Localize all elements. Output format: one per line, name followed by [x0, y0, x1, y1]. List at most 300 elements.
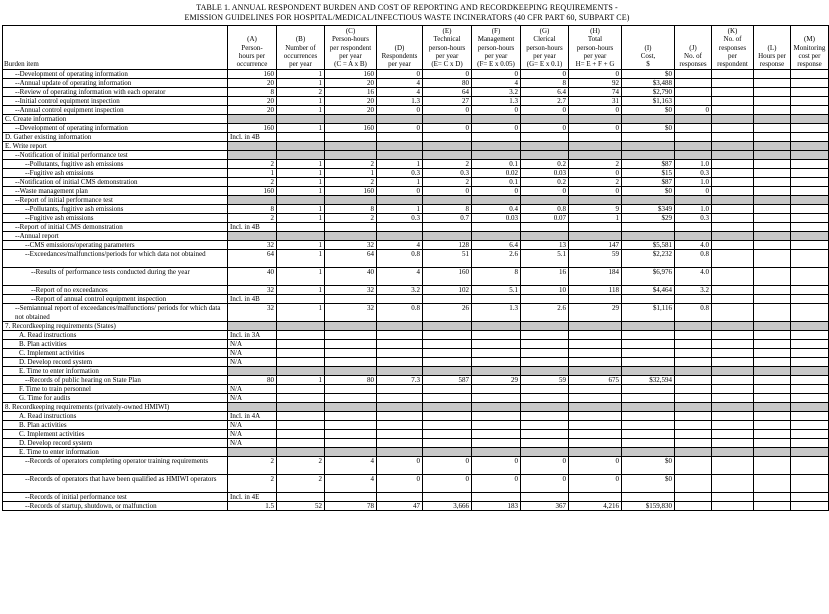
- cell-col-1: N/A: [228, 349, 277, 358]
- cell-col-9: [622, 439, 675, 448]
- burden-item-label: --Records of operators completing operator training requirements: [3, 457, 228, 475]
- shaded-cell: [377, 142, 423, 151]
- burden-item-label: E. Write report: [3, 142, 228, 151]
- cell-col-7: [521, 295, 569, 304]
- cell-col-9: $32,594: [622, 376, 675, 385]
- cell-col-13: [791, 331, 829, 340]
- cell-col-12: [754, 187, 791, 196]
- shaded-cell: [675, 403, 712, 412]
- cell-col-4: [377, 349, 423, 358]
- header-column-7: (G) Clerical person-hours per year (G= E x 0.1): [521, 26, 569, 70]
- table-row: [3, 250, 829, 268]
- cell-col-9: $1,116: [622, 304, 675, 322]
- cell-col-13: [791, 376, 829, 385]
- cell-col-9: $0: [622, 187, 675, 196]
- cell-col-4: 1: [377, 205, 423, 214]
- shaded-cell: [712, 322, 754, 331]
- cell-col-8: 0: [569, 457, 622, 475]
- burden-item-label: --Report of initial performance test: [3, 196, 228, 205]
- cell-col-1: 160: [228, 187, 277, 196]
- cell-col-2: 1: [277, 178, 325, 187]
- cell-col-10: [675, 394, 712, 403]
- cell-col-5: 160: [423, 268, 472, 286]
- cell-col-2: [277, 385, 325, 394]
- cell-col-1: N/A: [228, 421, 277, 430]
- cell-col-10: 1.0: [675, 160, 712, 169]
- cell-col-13: [791, 502, 829, 511]
- cell-col-4: [377, 439, 423, 448]
- cell-col-13: [791, 349, 829, 358]
- cell-col-9: $0: [622, 457, 675, 475]
- cell-col-7: 6.4: [521, 88, 569, 97]
- cell-col-6: [472, 133, 521, 142]
- cell-col-5: [423, 223, 472, 232]
- cell-col-2: 2: [277, 475, 325, 493]
- shaded-cell: [277, 448, 325, 457]
- cell-col-6: [472, 295, 521, 304]
- shaded-cell: [622, 448, 675, 457]
- cell-col-8: [569, 358, 622, 367]
- cell-col-11: [712, 394, 754, 403]
- cell-col-1: N/A: [228, 439, 277, 448]
- header-column-12: (L) Hours per response: [754, 26, 791, 70]
- cell-col-3: [325, 349, 377, 358]
- cell-col-11: [712, 376, 754, 385]
- cell-col-12: [754, 304, 791, 322]
- burden-table: [2, 25, 829, 511]
- cell-col-13: [791, 358, 829, 367]
- shaded-cell: [423, 196, 472, 205]
- cell-col-2: [277, 349, 325, 358]
- burden-item-label: D. Develop record system: [3, 358, 228, 367]
- cell-col-5: [423, 349, 472, 358]
- burden-item-label: --Results of performance tests conducted during the year: [3, 268, 228, 286]
- cell-col-12: [754, 214, 791, 223]
- cell-col-12: [754, 70, 791, 79]
- shaded-cell: [712, 367, 754, 376]
- cell-col-13: [791, 457, 829, 475]
- cell-col-10: [675, 502, 712, 511]
- cell-col-12: [754, 169, 791, 178]
- table-row: [3, 448, 829, 457]
- cell-col-12: [754, 295, 791, 304]
- cell-col-6: 0.4: [472, 205, 521, 214]
- cell-col-10: [675, 475, 712, 493]
- cell-col-11: [712, 106, 754, 115]
- cell-col-13: [791, 79, 829, 88]
- shaded-cell: [377, 196, 423, 205]
- cell-col-1: 32: [228, 241, 277, 250]
- shaded-cell: [325, 142, 377, 151]
- cell-col-2: 1: [277, 124, 325, 133]
- table-row: [3, 88, 829, 97]
- cell-col-9: [622, 331, 675, 340]
- cell-col-12: [754, 331, 791, 340]
- shaded-cell: [791, 403, 829, 412]
- shaded-cell: [754, 232, 791, 241]
- burden-item-label: --Notification of initial performance test: [3, 151, 228, 160]
- shaded-cell: [754, 367, 791, 376]
- cell-col-9: $1,163: [622, 97, 675, 106]
- shaded-cell: [423, 367, 472, 376]
- cell-col-1: 8: [228, 205, 277, 214]
- cell-col-3: 16: [325, 88, 377, 97]
- burden-item-label: --Semiannual report of exceedances/malfunctions/ periods for which data not obtained: [3, 304, 228, 322]
- table-row: [3, 295, 829, 304]
- table-row: [3, 196, 829, 205]
- cell-col-6: [472, 421, 521, 430]
- cell-col-5: [423, 430, 472, 439]
- cell-col-13: [791, 70, 829, 79]
- cell-col-7: 0: [521, 475, 569, 493]
- cell-col-5: [423, 412, 472, 421]
- burden-item-label: --Records of initial performance test: [3, 493, 228, 502]
- cell-col-4: 0: [377, 187, 423, 196]
- cell-col-12: [754, 250, 791, 268]
- cell-col-13: [791, 178, 829, 187]
- shaded-cell: [472, 142, 521, 151]
- shaded-cell: [569, 448, 622, 457]
- cell-col-10: [675, 133, 712, 142]
- shaded-cell: [377, 448, 423, 457]
- cell-col-13: [791, 241, 829, 250]
- cell-col-5: 0: [423, 70, 472, 79]
- cell-col-10: 4.0: [675, 241, 712, 250]
- cell-col-13: [791, 169, 829, 178]
- cell-col-7: [521, 430, 569, 439]
- cell-col-5: 0: [423, 124, 472, 133]
- cell-col-6: 0: [472, 124, 521, 133]
- cell-col-12: [754, 97, 791, 106]
- cell-col-4: 0.3: [377, 169, 423, 178]
- table-row: [3, 214, 829, 223]
- cell-col-13: [791, 124, 829, 133]
- cell-col-10: 0.8: [675, 304, 712, 322]
- cell-col-1: 2: [228, 457, 277, 475]
- table-row: [3, 340, 829, 349]
- cell-col-7: 0: [521, 106, 569, 115]
- table-title-line-1: TABLE 1. ANNUAL RESPONDENT BURDEN AND COST OF REPORTING AND RECORDKEEPING REQUIREMENTS -: [196, 3, 618, 12]
- table-row: [3, 349, 829, 358]
- cell-col-13: [791, 475, 829, 493]
- cell-col-5: 0.7: [423, 214, 472, 223]
- cell-col-4: [377, 394, 423, 403]
- cell-col-13: [791, 268, 829, 286]
- cell-col-11: [712, 502, 754, 511]
- cell-col-2: 1: [277, 187, 325, 196]
- shaded-cell: [377, 115, 423, 124]
- cell-col-8: [569, 394, 622, 403]
- shaded-cell: [228, 448, 277, 457]
- cell-col-6: 0: [472, 187, 521, 196]
- table-row: [3, 322, 829, 331]
- cell-col-7: 59: [521, 376, 569, 385]
- cell-col-2: [277, 295, 325, 304]
- cell-col-2: 1: [277, 268, 325, 286]
- cell-col-11: [712, 133, 754, 142]
- shaded-cell: [754, 151, 791, 160]
- cell-col-3: 20: [325, 79, 377, 88]
- cell-col-4: 0: [377, 106, 423, 115]
- cell-col-1: 1.5: [228, 502, 277, 511]
- cell-col-8: 2: [569, 178, 622, 187]
- cell-col-10: [675, 331, 712, 340]
- cell-col-8: 31: [569, 97, 622, 106]
- cell-col-5: 102: [423, 286, 472, 295]
- cell-col-7: 0: [521, 187, 569, 196]
- shaded-cell: [569, 151, 622, 160]
- cell-col-11: [712, 493, 754, 502]
- cell-col-12: [754, 385, 791, 394]
- cell-col-2: 1: [277, 214, 325, 223]
- cell-col-11: [712, 412, 754, 421]
- table-row: [3, 376, 829, 385]
- header-burden-item: Burden item: [3, 26, 228, 70]
- table-row: [3, 286, 829, 295]
- cell-col-13: [791, 187, 829, 196]
- cell-col-8: 1: [569, 214, 622, 223]
- shaded-cell: [675, 322, 712, 331]
- cell-col-3: [325, 394, 377, 403]
- cell-col-6: 0: [472, 106, 521, 115]
- shaded-cell: [423, 448, 472, 457]
- cell-col-10: 3.2: [675, 286, 712, 295]
- cell-col-13: [791, 88, 829, 97]
- shaded-cell: [754, 196, 791, 205]
- cell-col-10: [675, 124, 712, 133]
- cell-col-2: 1: [277, 97, 325, 106]
- cell-col-11: [712, 331, 754, 340]
- cell-col-9: $2,790: [622, 88, 675, 97]
- cell-col-10: 0.3: [675, 169, 712, 178]
- cell-col-12: [754, 457, 791, 475]
- table-row: [3, 403, 829, 412]
- cell-col-8: [569, 349, 622, 358]
- header-column-13: (M) Monitoring cost per response: [791, 26, 829, 70]
- cell-col-6: [472, 331, 521, 340]
- shaded-cell: [325, 322, 377, 331]
- cell-col-8: [569, 421, 622, 430]
- burden-item-label: --Annual report: [3, 232, 228, 241]
- shaded-cell: [569, 403, 622, 412]
- cell-col-4: 1: [377, 160, 423, 169]
- cell-col-4: 4: [377, 241, 423, 250]
- cell-col-8: [569, 412, 622, 421]
- cell-col-9: [622, 295, 675, 304]
- cell-col-5: 0.3: [423, 169, 472, 178]
- cell-col-3: [325, 430, 377, 439]
- cell-col-11: [712, 475, 754, 493]
- header-column-1: (A) Person- hours per occurrence: [228, 26, 277, 70]
- cell-col-1: Incl. in 4A: [228, 412, 277, 421]
- table-row: [3, 205, 829, 214]
- shaded-cell: [622, 403, 675, 412]
- cell-col-5: 80: [423, 79, 472, 88]
- cell-col-7: [521, 394, 569, 403]
- cell-col-9: $87: [622, 160, 675, 169]
- cell-col-10: 4.0: [675, 268, 712, 286]
- shaded-cell: [712, 115, 754, 124]
- shaded-cell: [325, 115, 377, 124]
- shaded-cell: [712, 448, 754, 457]
- cell-col-3: 8: [325, 205, 377, 214]
- shaded-cell: [569, 115, 622, 124]
- cell-col-6: [472, 394, 521, 403]
- cell-col-2: 2: [277, 457, 325, 475]
- cell-col-3: 32: [325, 286, 377, 295]
- shaded-cell: [325, 232, 377, 241]
- cell-col-10: [675, 457, 712, 475]
- shaded-cell: [622, 115, 675, 124]
- burden-item-label: F. Time to train personnel: [3, 385, 228, 394]
- cell-col-12: [754, 421, 791, 430]
- cell-col-4: 0.8: [377, 304, 423, 322]
- shaded-cell: [423, 322, 472, 331]
- cell-col-7: 8: [521, 79, 569, 88]
- cell-col-2: 1: [277, 160, 325, 169]
- cell-col-7: 0.2: [521, 178, 569, 187]
- cell-col-3: 20: [325, 106, 377, 115]
- cell-col-9: $5,581: [622, 241, 675, 250]
- cell-col-12: [754, 412, 791, 421]
- cell-col-12: [754, 124, 791, 133]
- cell-col-11: [712, 457, 754, 475]
- header-column-5: (E) Technical person-hours per year (E= C x D): [423, 26, 472, 70]
- cell-col-8: [569, 133, 622, 142]
- cell-col-1: 64: [228, 250, 277, 268]
- cell-col-5: [423, 421, 472, 430]
- cell-col-3: 160: [325, 187, 377, 196]
- cell-col-9: $159,830: [622, 502, 675, 511]
- table-row: [3, 133, 829, 142]
- shaded-cell: [521, 115, 569, 124]
- cell-col-3: [325, 412, 377, 421]
- shaded-cell: [791, 322, 829, 331]
- cell-col-7: 0: [521, 124, 569, 133]
- cell-col-9: $87: [622, 178, 675, 187]
- cell-col-4: 0.8: [377, 250, 423, 268]
- cell-col-1: N/A: [228, 340, 277, 349]
- table-row: [3, 124, 829, 133]
- cell-col-8: [569, 385, 622, 394]
- cell-col-13: [791, 106, 829, 115]
- cell-col-9: $6,976: [622, 268, 675, 286]
- shaded-cell: [521, 367, 569, 376]
- cell-col-5: 64: [423, 88, 472, 97]
- cell-col-4: [377, 385, 423, 394]
- burden-item-label: C. Implement activities: [3, 430, 228, 439]
- cell-col-13: [791, 430, 829, 439]
- shaded-cell: [325, 196, 377, 205]
- cell-col-6: 5.1: [472, 286, 521, 295]
- cell-col-11: [712, 241, 754, 250]
- shaded-cell: [472, 115, 521, 124]
- shaded-cell: [228, 232, 277, 241]
- cell-col-10: 1.0: [675, 178, 712, 187]
- table-row: [3, 385, 829, 394]
- cell-col-4: 4: [377, 88, 423, 97]
- shaded-cell: [521, 151, 569, 160]
- cell-col-13: [791, 385, 829, 394]
- shaded-cell: [377, 232, 423, 241]
- cell-col-5: 587: [423, 376, 472, 385]
- shaded-cell: [791, 367, 829, 376]
- cell-col-10: [675, 439, 712, 448]
- shaded-cell: [791, 448, 829, 457]
- burden-item-label: D. Gather existing information: [3, 133, 228, 142]
- shaded-cell: [521, 448, 569, 457]
- cell-col-2: [277, 394, 325, 403]
- cell-col-3: 4: [325, 475, 377, 493]
- cell-col-8: 29: [569, 304, 622, 322]
- cell-col-7: 0.07: [521, 214, 569, 223]
- cell-col-5: [423, 493, 472, 502]
- cell-col-11: [712, 97, 754, 106]
- cell-col-1: Incl. in 3A: [228, 331, 277, 340]
- cell-col-10: 0: [675, 106, 712, 115]
- shaded-cell: [325, 367, 377, 376]
- shaded-cell: [712, 403, 754, 412]
- cell-col-4: [377, 421, 423, 430]
- cell-col-8: 147: [569, 241, 622, 250]
- shaded-cell: [622, 367, 675, 376]
- cell-col-7: [521, 385, 569, 394]
- shaded-cell: [472, 403, 521, 412]
- table-row: [3, 421, 829, 430]
- cell-col-3: 2: [325, 214, 377, 223]
- cell-col-2: [277, 430, 325, 439]
- cell-col-11: [712, 88, 754, 97]
- shaded-cell: [521, 196, 569, 205]
- cell-col-6: 0.02: [472, 169, 521, 178]
- cell-col-1: N/A: [228, 358, 277, 367]
- burden-item-label: --Annual control equipment inspection: [3, 106, 228, 115]
- cell-col-7: 16: [521, 268, 569, 286]
- cell-col-1: 160: [228, 124, 277, 133]
- cell-col-4: 0: [377, 70, 423, 79]
- shaded-cell: [325, 448, 377, 457]
- cell-col-10: [675, 70, 712, 79]
- cell-col-13: [791, 421, 829, 430]
- cell-col-13: [791, 295, 829, 304]
- cell-col-1: 2: [228, 475, 277, 493]
- cell-col-9: [622, 340, 675, 349]
- cell-col-2: 52: [277, 502, 325, 511]
- shaded-cell: [472, 232, 521, 241]
- cell-col-13: [791, 412, 829, 421]
- cell-col-6: 8: [472, 268, 521, 286]
- cell-col-6: 1.3: [472, 304, 521, 322]
- cell-col-3: 1: [325, 169, 377, 178]
- burden-item-label: B. Plan activities: [3, 421, 228, 430]
- burden-item-label: D. Develop record system: [3, 439, 228, 448]
- shaded-cell: [712, 142, 754, 151]
- cell-col-3: [325, 439, 377, 448]
- shaded-cell: [277, 115, 325, 124]
- cell-col-13: [791, 223, 829, 232]
- cell-col-10: 0.8: [675, 250, 712, 268]
- shaded-cell: [377, 403, 423, 412]
- cell-col-13: [791, 394, 829, 403]
- cell-col-8: 9: [569, 205, 622, 214]
- cell-col-6: [472, 430, 521, 439]
- cell-col-12: [754, 79, 791, 88]
- cell-col-5: [423, 340, 472, 349]
- cell-col-7: [521, 223, 569, 232]
- cell-col-7: [521, 493, 569, 502]
- cell-col-12: [754, 340, 791, 349]
- cell-col-3: 160: [325, 70, 377, 79]
